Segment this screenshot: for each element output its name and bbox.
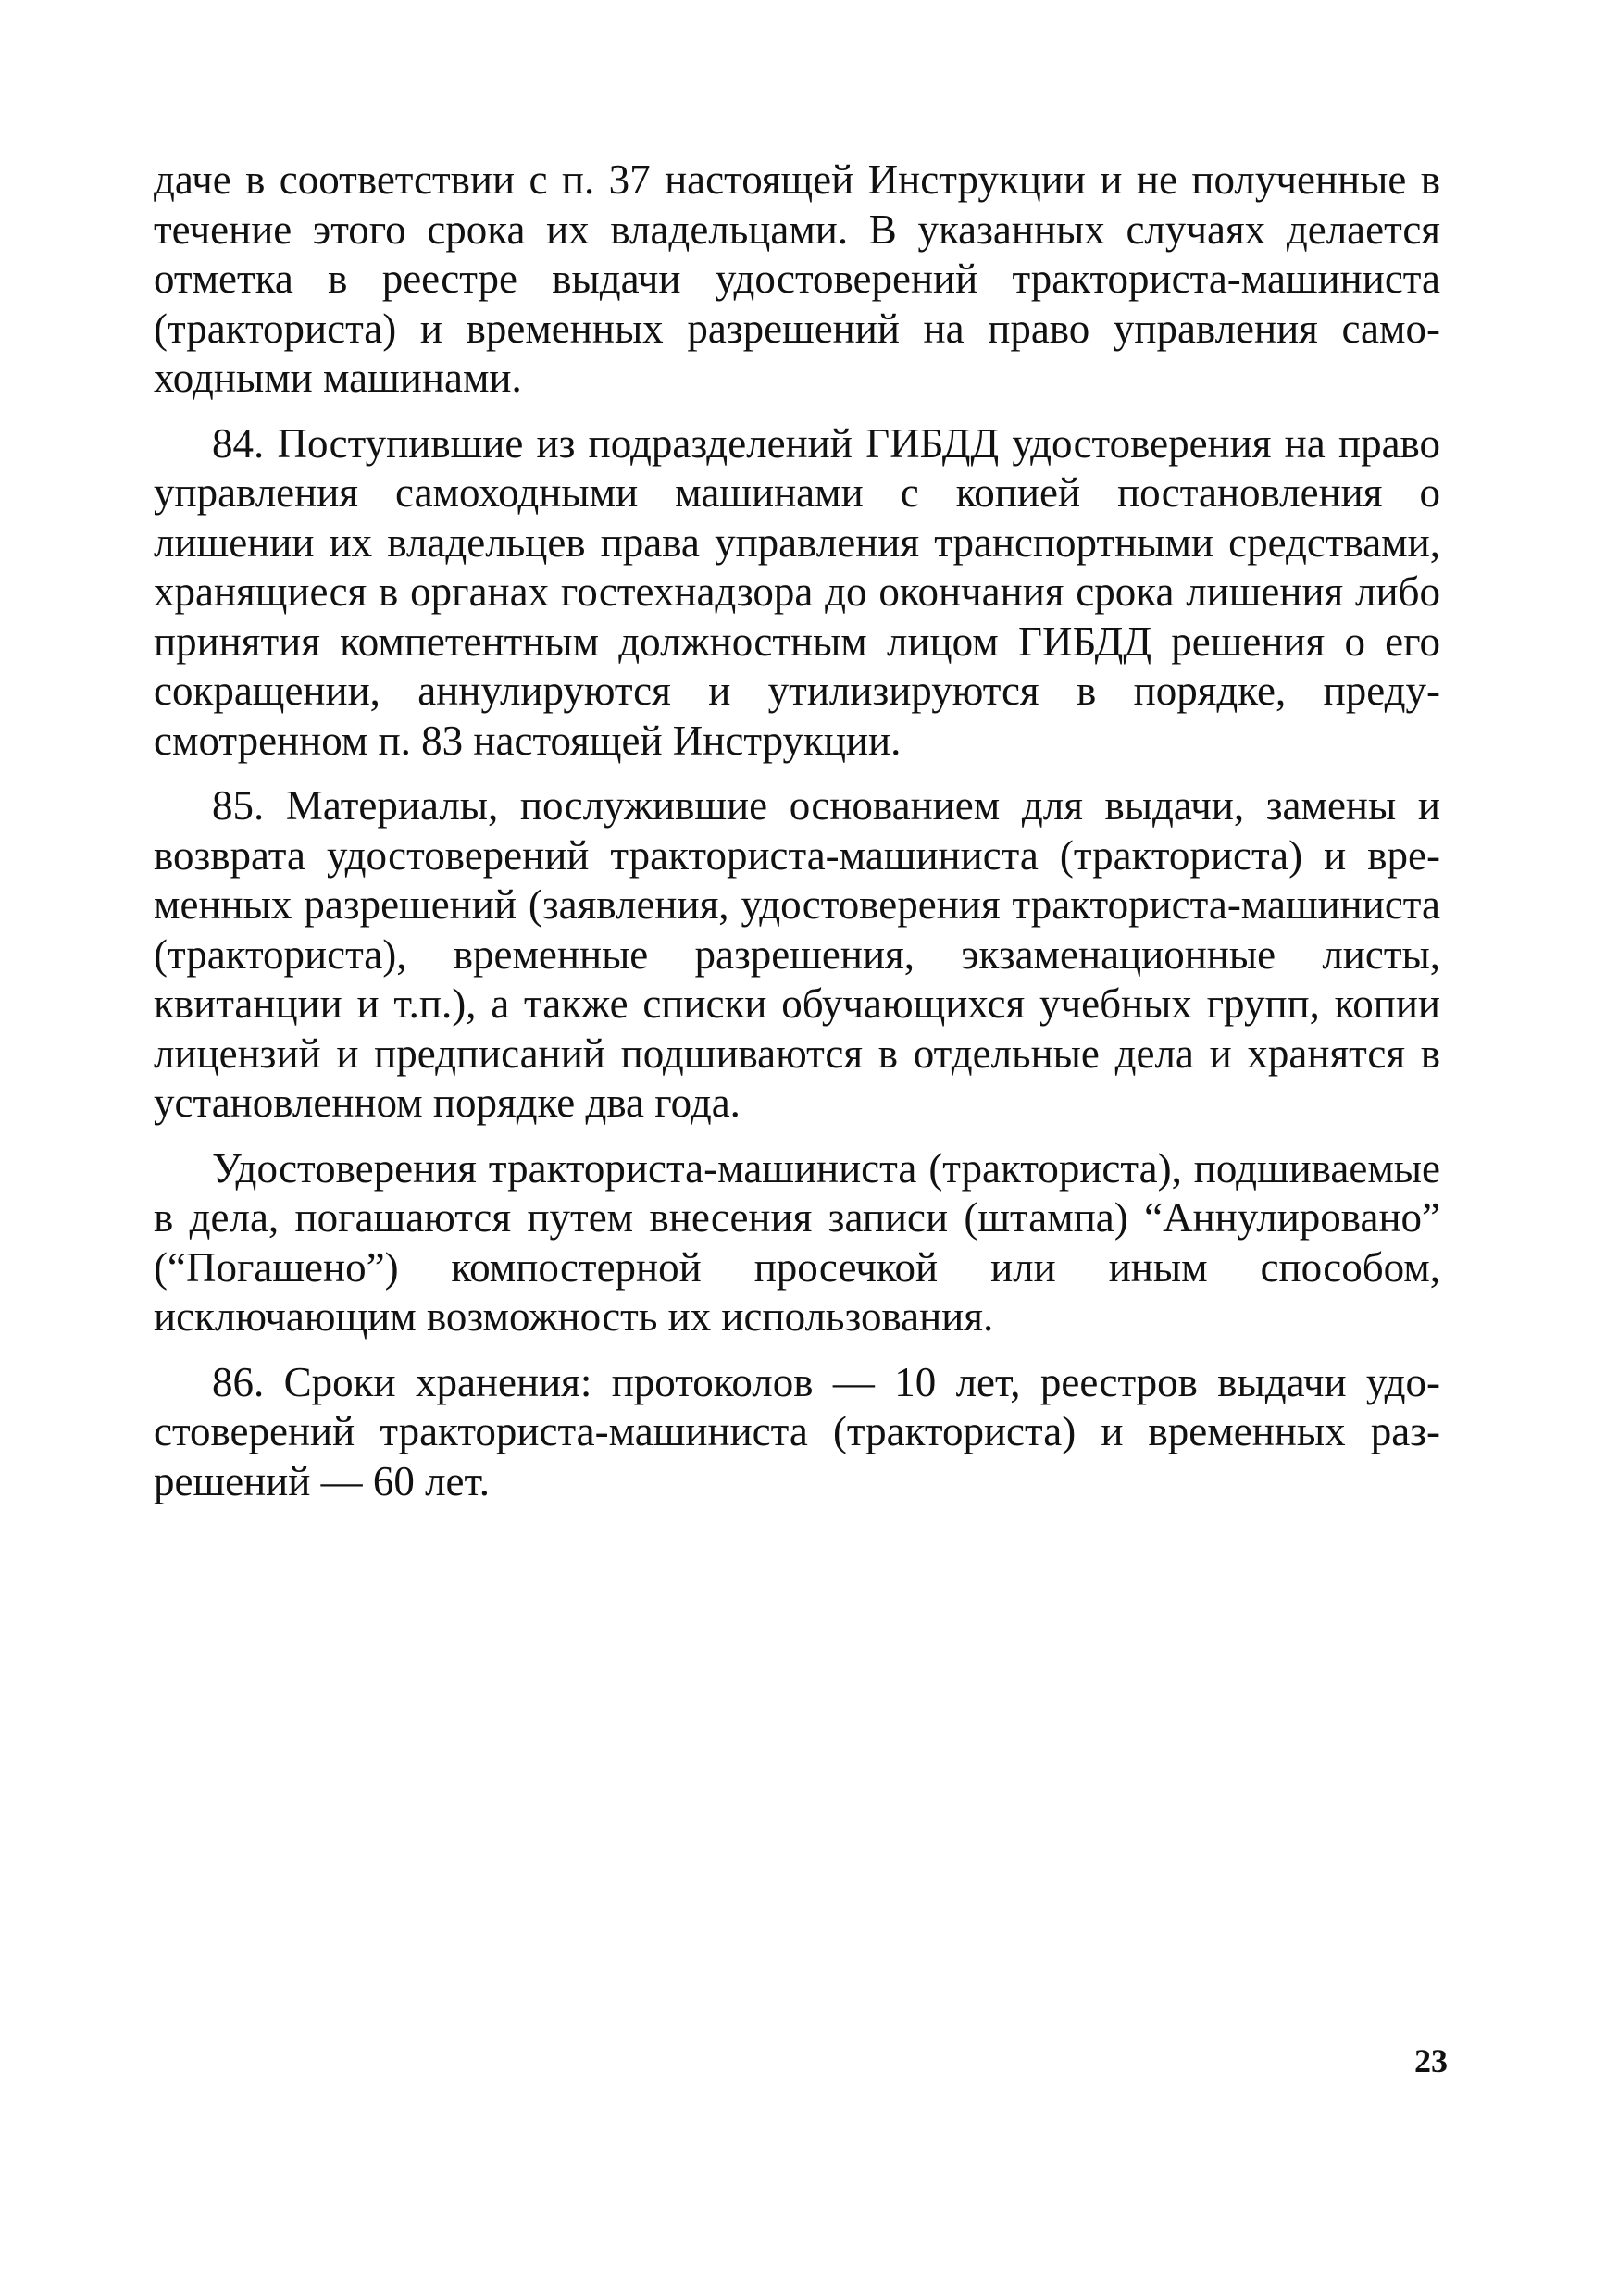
paragraph-84: 84. Поступившие из подразделений ГИБДД удостоверения на право управления самоходными машинами с копией постановления о лишении их владельцев права управления транспортными средствами, хранящиеся в органах гостехнадзора до окончания срока лишения либо принятия компетентным должностным лицом ГИБДД решения о его сокращении, аннулируются и утилизируются в порядке, предусмотренном п. 83 настоящей Инструкции. xyxy=(154,419,1440,764)
page-number: 23 xyxy=(1414,2042,1448,2079)
paragraph-85: 85. Материалы, послужившие основанием для выдачи, замены и возврата удостоверений тракториста-машиниста (тракториста) и временных разрешений (заявления, удостоверения тракториста-машиниста (тракториста), временные разрешения, экзаменационные листы, квитанции и т.п.), а также списки обучающихся учебных групп, копии лицензий и предписаний подшиваются в отдельные дела и хранятся в установленном порядке два года. xyxy=(154,782,1440,1126)
paragraph-continuation: даче в соответствии с п. 37 настоящей Инструкции и не полученные в течение этого срока их владельцами. В указанных случаях делается отметка в реестре выдачи удостоверений тракториста-машиниста (тракториста) и временных разрешений на право управления самоходными машинами. xyxy=(154,156,1440,401)
paragraph-86: 86. Сроки хранения: протоколов — 10 лет, реестров выдачи удостоверений тракториста-машиниста (тракториста) и временных разрешений — 60 лет. xyxy=(154,1358,1440,1504)
paragraph-85-cancellation: Удостоверения тракториста-машиниста (тракториста), подшиваемые в дела, погашаются путем внесения записи (штампа) “Аннулировано” (“Погашено”) компостерной просечкой или иным способом, исключающим возможность их использования. xyxy=(154,1144,1440,1340)
document-body xyxy=(154,156,1440,1522)
